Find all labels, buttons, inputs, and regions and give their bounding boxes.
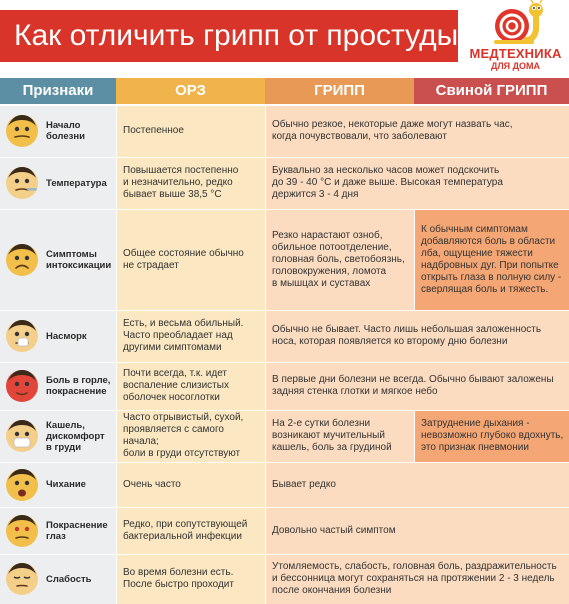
sign-label-text: Боль в горле, покраснение: [46, 375, 111, 397]
sign-label-text: Кашель, дискомфорт в груди: [46, 420, 105, 453]
orz-cell-text: Повышается постепенно и незначительно, редко бывает выше 38,5 °С: [123, 165, 239, 200]
sign-label-text: Симптомы интоксикации: [46, 249, 112, 271]
flu-cell-text: Обычно резкое, некоторые даже могут назвать час, когда почувствовали, что заболевают: [272, 119, 513, 142]
sign-label: [46, 331, 116, 342]
logo-name: МЕДТЕХНИКА: [469, 46, 562, 61]
sign-label-text: Покраснение глаз: [46, 520, 108, 542]
row-divider: [0, 310, 569, 311]
orz-cell: [116, 462, 265, 507]
orz-cell: [116, 157, 265, 209]
flu-cell-text: В первые дни болезни не всегда. Обычно бывают заложены задняя стенка глотки и мягкое небо: [272, 374, 554, 397]
sign-label-text: Насморк: [46, 331, 87, 342]
table-row: [0, 462, 569, 507]
table-row: [0, 554, 569, 604]
row-divider: [0, 507, 569, 508]
orz-cell: [116, 362, 265, 410]
sign-label: [46, 574, 116, 585]
swine-flu-cell-text: Затруднение дыхания - невозможно глубоко вдохнуть, это признак пневмонии: [421, 418, 564, 453]
sign-label: [46, 479, 116, 490]
orz-cell: [116, 209, 265, 310]
flu-cell-text: Буквально за несколько часов может подскочить до 39 - 40 °С и даже выше. Высокая температура держится 3 - 4 дня: [272, 165, 503, 200]
orz-cell-text: Постепенное: [123, 125, 184, 136]
column-header-orz: ОРЗ: [116, 78, 265, 104]
flu-cell-text: Утомляемость, слабость, головная боль, раздражительность и бессонница могут сохраняться на протяжении 2 - 3 недель после окончания болезни: [272, 561, 557, 596]
flu-cell-text: Довольно частый симптом: [272, 524, 396, 536]
sign-cell: [0, 362, 116, 410]
face-red-eyes-icon: [5, 514, 39, 548]
sign-label: [46, 249, 116, 271]
sign-label: [46, 520, 116, 542]
snail-logo-icon: [462, 0, 569, 48]
table-row: [0, 362, 569, 410]
flu-cell-text: Обычно не бывает. Часто лишь небольшая заложенность носа, которая появляется ко второму дню болезни: [272, 324, 542, 347]
row-divider: [0, 209, 569, 210]
orz-cell-text: Очень часто: [123, 478, 181, 490]
sign-cell: [0, 310, 116, 362]
table-row: [0, 105, 569, 157]
title-bar: [0, 10, 458, 62]
face-runny-nose-icon: [5, 319, 39, 353]
table-row: [0, 209, 569, 310]
face-intoxication-icon: [5, 243, 39, 277]
row-divider: [0, 554, 569, 555]
sign-cell: [0, 105, 116, 157]
flu-cell: [265, 554, 569, 604]
flu-cell: [265, 410, 414, 462]
table-row: [0, 507, 569, 554]
face-cough-icon: [5, 419, 39, 453]
flu-cell-text: На 2-е сутки болезни возникают мучительный кашель, боль за грудиной: [272, 418, 392, 453]
sign-label: [46, 120, 116, 142]
sign-label-text: Начало болезни: [46, 120, 85, 142]
logo: [462, 0, 569, 76]
table-row: [0, 410, 569, 462]
table-row: [0, 310, 569, 362]
sign-cell: [0, 157, 116, 209]
sign-cell: [0, 209, 116, 310]
column-header-swine-flu: Свиной ГРИПП: [414, 78, 569, 104]
sign-cell: [0, 410, 116, 462]
flu-cell-text: Резко нарастают озноб, обильное потоотделение, головная боль, светобоязнь, головокружения, ломота в мышцах и суставах: [272, 229, 405, 289]
sign-label: [46, 178, 116, 189]
sign-label: [46, 375, 116, 397]
swine-flu-cell: [414, 209, 569, 310]
flu-cell: [265, 209, 414, 310]
header: [0, 0, 569, 78]
orz-cell: [116, 310, 265, 362]
row-divider: [0, 105, 569, 106]
sign-cell: [0, 507, 116, 554]
flu-cell: [265, 507, 569, 554]
orz-cell: [116, 105, 265, 157]
orz-cell: [116, 507, 265, 554]
column-header-flu: ГРИПП: [265, 78, 414, 104]
orz-cell: [116, 410, 265, 462]
swine-flu-cell-text: К обычным симптомам добавляются боль в области лба, ощущение тяжести надбровных дуг. При попытке открыть глаза в полную силу - сверлящая боль и тяжесть.: [421, 223, 562, 295]
flu-cell: [265, 157, 569, 209]
orz-cell-text: Во время болезни есть. После быстро проходит: [123, 567, 234, 590]
orz-cell-text: Редко, при сопутствующей бактериальной инфекции: [123, 518, 248, 542]
face-fever-icon: [5, 166, 39, 200]
sign-cell: [0, 554, 116, 604]
face-sore-throat-icon: [5, 369, 39, 403]
sign-label: [46, 420, 116, 453]
face-weakness-icon: [5, 562, 39, 596]
row-divider: [0, 362, 569, 363]
flu-cell: [265, 362, 569, 410]
face-sneeze-icon: [5, 468, 39, 502]
flu-cell: [265, 462, 569, 507]
orz-cell-text: Есть, и весьма обильный. Часто преобладает над другими симптомами: [123, 318, 244, 353]
orz-cell-text: Почти всегда, т.к. идет воспаление слизистых оболочек носоглотки: [123, 368, 229, 403]
face-onset-icon: [5, 114, 39, 148]
logo-subtitle: ДЛЯ ДОМА: [490, 61, 541, 71]
page-title: Как отличить грипп от простуды: [14, 19, 459, 52]
column-header-signs: Признаки: [0, 78, 116, 104]
flu-cell: [265, 105, 569, 157]
table-row: [0, 157, 569, 209]
flu-cell-text: Бывает редко: [272, 478, 336, 490]
row-divider: [0, 462, 569, 463]
orz-cell-text: Общее состояние обычно не страдает: [123, 247, 244, 271]
sign-label-text: Температура: [46, 178, 107, 189]
sign-label-text: Чихание: [46, 479, 86, 490]
orz-cell-text: Часто отрывистый, сухой, проявляется с самого начала; боли в груди отсутствуют: [123, 412, 244, 459]
orz-cell: [116, 554, 265, 604]
swine-flu-cell: [414, 410, 569, 462]
sign-cell: [0, 462, 116, 507]
flu-cell: [265, 310, 569, 362]
row-divider: [0, 157, 569, 158]
sign-label-text: Слабость: [46, 574, 92, 585]
row-divider: [0, 410, 569, 411]
